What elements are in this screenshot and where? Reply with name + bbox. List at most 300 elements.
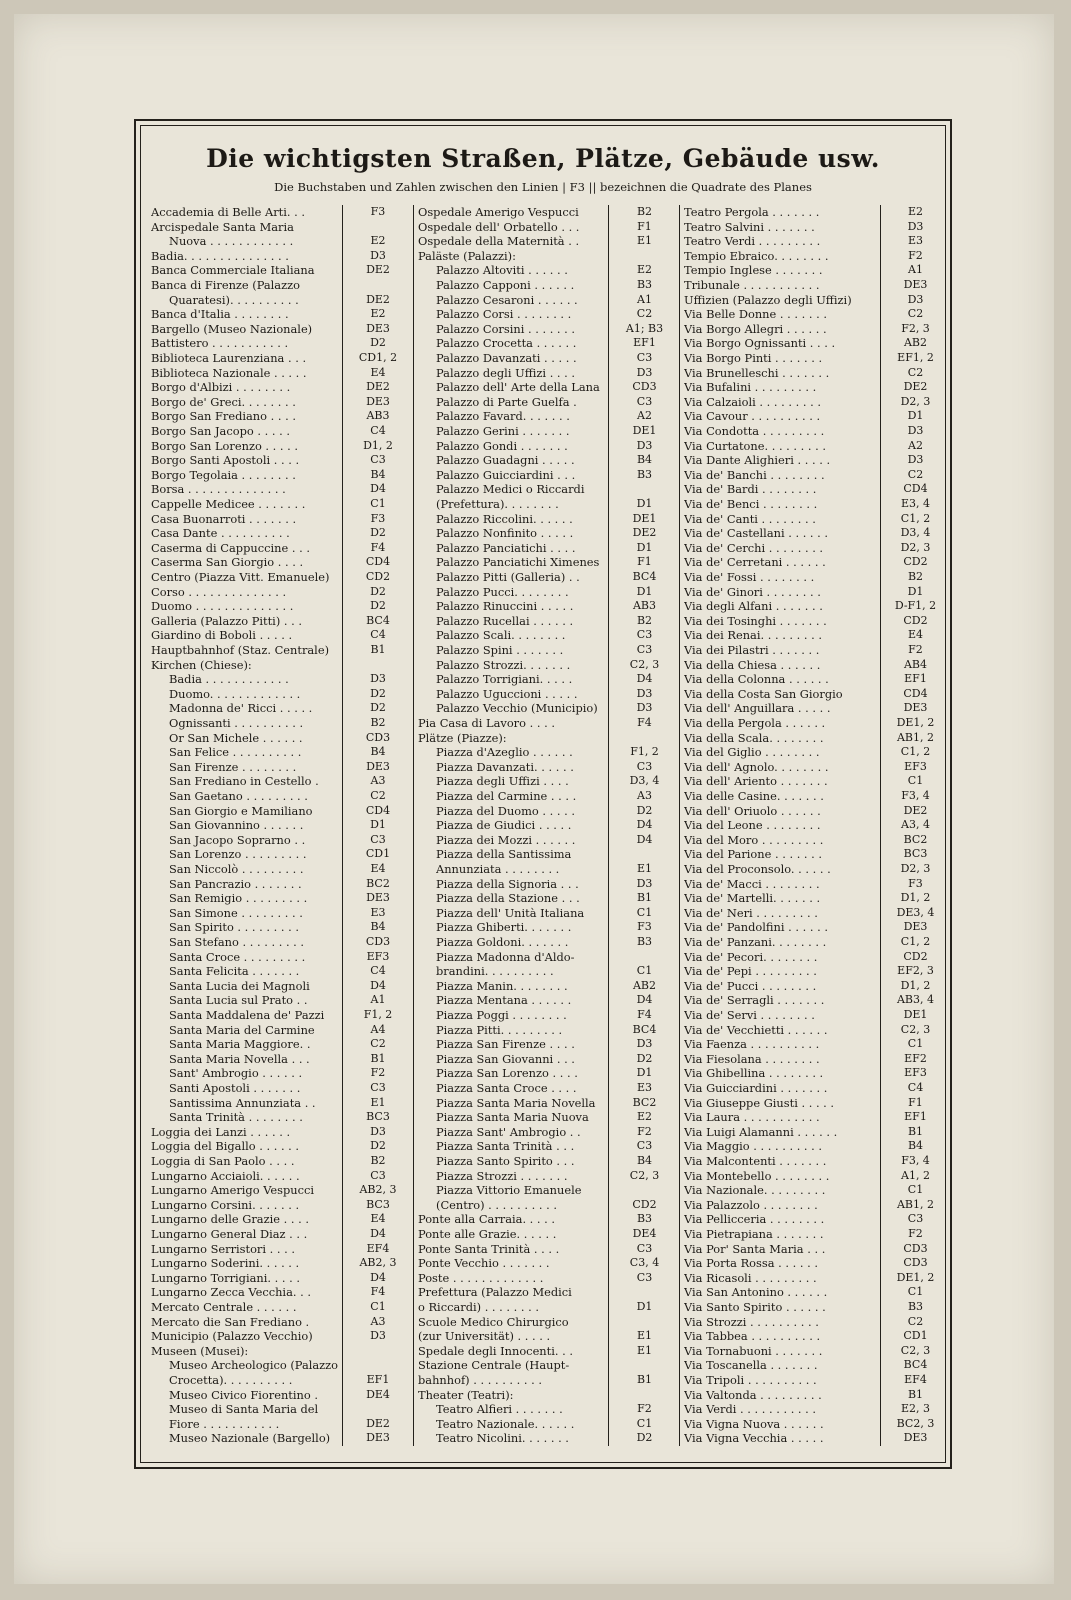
index-entry [147, 439, 413, 454]
entry-name: Museen (Musei): [151, 1343, 249, 1358]
index-entry [147, 424, 413, 439]
index-entry [147, 1402, 413, 1417]
index-entry [414, 1417, 680, 1432]
index-entry [414, 336, 680, 351]
entry-name: Duomo. . . . . . . . . . . . . [169, 686, 301, 701]
entry-name: Palazzo Medici o Riccardi [436, 482, 585, 497]
entry-grid-code: B4 [636, 1154, 653, 1167]
entry-grid-code: BC2 [903, 832, 928, 846]
index-entry [414, 979, 680, 994]
entry-name: bahnhof) . . . . . . . . . . [418, 1373, 543, 1387]
entry-grid-code: DE1 [632, 424, 657, 437]
index-entry [147, 1183, 413, 1198]
entry-grid-code: E4 [370, 862, 386, 875]
entry-name: Via dell' Ariento . . . . . . . [684, 774, 828, 789]
entry-name: San Stefano . . . . . . . . . [169, 935, 305, 949]
entry-grid-code: A1 [370, 993, 386, 1007]
entry-grid-code: D3 [907, 424, 924, 437]
entry-name: Palazzo Guadagni . . . . . [436, 453, 575, 468]
entry-name: Via San Antonino . . . . . . [684, 1285, 828, 1300]
entry-name: Piazza San Lorenzo . . . . [436, 1066, 578, 1081]
entry-name: Piazza del Carmine . . . . [436, 789, 577, 803]
index-entry [414, 585, 680, 600]
index-entry [680, 1271, 950, 1286]
index-entry [680, 439, 950, 454]
index-entry [414, 1344, 680, 1359]
entry-name: Palazzo Pitti (Galleria) . . [436, 570, 580, 584]
index-entry [414, 1212, 680, 1227]
index-entry [680, 701, 950, 716]
entry-name: Lungarno Torrigiani. . . . . [151, 1270, 300, 1285]
index-entry [680, 672, 950, 687]
entry-grid-code: E2 [907, 205, 924, 218]
entry-name: Sant' Ambrogio . . . . . . [169, 1066, 303, 1081]
entry-name: Tribunale . . . . . . . . . . . [684, 278, 820, 292]
entry-name: Piazza San Giovanni . . . [436, 1051, 575, 1066]
index-entry [147, 541, 413, 556]
index-entry [147, 1066, 413, 1081]
entry-name: San Firenze . . . . . . . . [169, 759, 297, 774]
index-entry [414, 993, 680, 1008]
entry-grid-code: D3 [636, 438, 653, 452]
index-entry [414, 1125, 680, 1140]
index-entry [414, 380, 680, 395]
entry-name: Borgo San Lorenzo . . . . . [151, 438, 299, 453]
entry-grid-code: B1 [907, 1124, 924, 1138]
index-entry [680, 993, 950, 1008]
entry-name: Via Tabbea . . . . . . . . . . [684, 1329, 821, 1344]
entry-name: Via della Scala. . . . . . . . [684, 730, 824, 745]
entry-name: Hauptbahnhof (Staz. Centrale) [151, 643, 330, 657]
entry-name: Piazza della Stazione . . . [436, 891, 580, 906]
entry-name: Piazza Mentana . . . . . . [436, 993, 572, 1008]
entry-name: Teatro Salvini . . . . . . . [684, 219, 815, 234]
entry-name: Via de' Serragli . . . . . . . [684, 993, 825, 1008]
index-entry [680, 263, 950, 278]
index-entry [680, 1037, 950, 1052]
entry-grid-code: CD4 [903, 482, 928, 496]
index-entry [147, 307, 413, 322]
entry-name: Via Dante Alighieri . . . . . [684, 453, 831, 468]
entry-grid-code: D4 [370, 1270, 386, 1284]
entry-grid-code: B3 [636, 467, 653, 481]
entry-name: Via Nazionale. . . . . . . . . [684, 1183, 826, 1198]
index-entry [147, 628, 413, 643]
entry-grid-code: E3 [636, 1081, 653, 1094]
entry-grid-code: CD2 [632, 1197, 657, 1211]
entry-name: Museo Nazionale (Bargello) [169, 1431, 331, 1446]
entry-name: Pia Casa di Lavoro . . . . [418, 716, 555, 730]
entry-grid-code: C2 [370, 1037, 386, 1051]
index-entry [414, 1256, 680, 1271]
entry-name: Teatro Verdi . . . . . . . . . [684, 234, 821, 249]
index-entry [680, 205, 950, 220]
index-entry [680, 1110, 950, 1125]
index-entry [414, 234, 680, 249]
entry-name: Piazza della Santissima [436, 847, 572, 862]
index-entry [414, 1139, 680, 1154]
entry-name: Palazzo Nonfinito . . . . . [436, 526, 574, 541]
entry-name: Paläste (Palazzi): [418, 248, 516, 263]
entry-grid-code: D1 [636, 540, 653, 554]
index-entry [414, 555, 680, 570]
index-entry [414, 774, 680, 789]
index-column-1 [147, 205, 413, 1446]
entry-name: San Remigio . . . . . . . . . [169, 891, 308, 906]
entry-name: Prefettura (Palazzo Medici [418, 1285, 572, 1300]
entry-grid-code: C3 [370, 1081, 386, 1094]
entry-name: Ponte alla Carraia. . . . . [418, 1212, 556, 1227]
entry-grid-code: D4 [370, 1227, 386, 1240]
entry-grid-code: D2 [370, 584, 386, 598]
entry-name: Lungarno delle Grazie . . . . [151, 1212, 309, 1227]
index-entry [147, 1125, 413, 1140]
index-entry [414, 395, 680, 410]
index-entry [680, 906, 950, 921]
entry-grid-code: D3 [636, 1037, 653, 1051]
index-entry [414, 205, 680, 220]
entry-grid-code: C3 [636, 643, 653, 656]
entry-name: San Gaetano . . . . . . . . . [169, 789, 308, 803]
index-entry [414, 614, 680, 629]
entry-name: Piazza dell' Unità Italiana [436, 905, 585, 920]
entry-grid-code: DE1, 2 [896, 716, 935, 729]
index-column-3 [679, 205, 950, 1446]
index-entry [414, 293, 680, 308]
entry-grid-code: D4 [370, 482, 386, 496]
entry-name: Ospedale dell' Orbatello . . . [418, 219, 580, 234]
entry-grid-code: F3, 4 [901, 1154, 930, 1167]
entry-name: Via Borgo Ognissanti . . . . [684, 336, 836, 351]
entry-grid-code: CD3 [632, 380, 657, 394]
index-entry [147, 993, 413, 1008]
index-entry [414, 760, 680, 775]
index-entry [147, 1037, 413, 1052]
index-entry [414, 1198, 680, 1213]
index-entry [414, 1431, 680, 1446]
index-entry [414, 701, 680, 716]
index-entry [414, 906, 680, 921]
entry-name: Via Ricasoli . . . . . . . . . [684, 1270, 817, 1285]
entry-name: Via de' Fossi . . . . . . . . [684, 570, 815, 584]
index-entry [414, 731, 680, 746]
index-entry [414, 687, 680, 702]
entry-name: Via Faenza . . . . . . . . . . [684, 1037, 820, 1052]
index-entry [147, 1052, 413, 1067]
entry-name: Loggia del Bigallo . . . . . . [151, 1139, 300, 1154]
entry-name: Via Maggio . . . . . . . . . . [684, 1139, 823, 1154]
index-entry [680, 1300, 950, 1315]
entry-grid-code: A1, 2 [901, 1168, 930, 1182]
index-entry [147, 1154, 413, 1169]
entry-grid-code: B3 [636, 278, 653, 291]
entry-grid-code: BC3 [366, 1110, 390, 1124]
index-entry [414, 526, 680, 541]
entry-name: Teatro Nicolini. . . . . . . [436, 1431, 569, 1446]
entry-name: Piazza Ghiberti. . . . . . . [436, 920, 572, 935]
index-entry [147, 950, 413, 965]
index-entry [680, 731, 950, 746]
entry-name: Piazza Goldoni. . . . . . . [436, 935, 569, 949]
entry-name: Palazzo dell' Arte della Lana [436, 380, 600, 395]
entry-name: Borgo Santi Apostoli . . . . [151, 453, 300, 468]
index-entry [147, 1096, 413, 1111]
index-columns [147, 205, 939, 1446]
entry-grid-code: A3 [370, 774, 386, 788]
entry-grid-code: BC2 [632, 1095, 657, 1109]
entry-grid-code: E2 [636, 1110, 653, 1124]
index-entry [680, 307, 950, 322]
entry-grid-code: DE3 [903, 278, 928, 291]
entry-name: Corso . . . . . . . . . . . . . . [151, 584, 287, 599]
entry-grid-code: B4 [370, 745, 386, 759]
entry-name: Palazzo Vecchio (Municipio) [436, 701, 598, 716]
index-entry [680, 1344, 950, 1359]
entry-name: Lungarno Amerigo Vespucci [151, 1183, 314, 1198]
entry-grid-code: F2 [908, 643, 923, 656]
index-entry [414, 716, 680, 731]
index-entry [147, 1212, 413, 1227]
index-entry [147, 336, 413, 351]
entry-name: Santa Maddalena de' Pazzi [169, 1008, 325, 1022]
index-entry [680, 658, 950, 673]
index-entry [680, 220, 950, 235]
index-entry [147, 979, 413, 994]
index-entry [680, 1139, 950, 1154]
entry-name: Palazzo Favard. . . . . . . [436, 409, 570, 424]
entry-grid-code: B1 [907, 1387, 924, 1401]
index-entry [414, 950, 680, 965]
entry-name: Piazza Pitti. . . . . . . . . [436, 1022, 563, 1037]
entry-name: Piazza Santa Maria Novella [436, 1095, 596, 1110]
entry-name: Palazzo Capponi . . . . . . [436, 278, 575, 292]
index-entry [147, 512, 413, 527]
index-entry [680, 512, 950, 527]
entry-grid-code: B2 [636, 205, 653, 218]
entry-grid-code: D2, 3 [900, 862, 931, 875]
entry-grid-code: E2 [370, 307, 386, 321]
entry-name: Via Luigi Alamanni . . . . . . [684, 1124, 838, 1139]
entry-name: Piazza Strozzi . . . . . . . [436, 1168, 568, 1183]
entry-name: Palazzo Cesaroni . . . . . . [436, 292, 578, 307]
entry-name: Loggia di San Paolo . . . . [151, 1154, 295, 1168]
entry-grid-code: F4 [637, 716, 652, 729]
entry-grid-code: D4 [636, 832, 653, 846]
entry-name: Via degli Alfani . . . . . . . [684, 599, 823, 614]
entry-name: Via del Proconsolo. . . . . . [684, 862, 831, 876]
entry-grid-code: C1 [636, 1416, 653, 1430]
entry-name: Theater (Teatri): [418, 1387, 514, 1402]
entry-name: Kirchen (Chiese): [151, 657, 252, 672]
index-entry [680, 1402, 950, 1417]
index-entry [680, 818, 950, 833]
index-entry [680, 1431, 950, 1446]
index-entry [414, 1329, 680, 1344]
entry-grid-code: D1, 2 [363, 438, 393, 452]
index-entry [147, 1329, 413, 1344]
entry-name: (zur Universität) . . . . . [418, 1329, 551, 1344]
entry-name: Piazza Madonna d'Aldo- [436, 949, 575, 964]
entry-name: Via Palazzolo . . . . . . . . [684, 1197, 818, 1212]
index-entry [147, 263, 413, 278]
entry-grid-code: DE3 [366, 891, 390, 905]
index-entry [147, 1242, 413, 1257]
index-entry [147, 293, 413, 308]
entry-name: Tempio Inglese . . . . . . . [684, 263, 823, 278]
page-subtitle: Die Buchstaben und Zahlen zwischen den Linien | F3 || bezeichnen die Quadrate des Planes [274, 180, 812, 194]
entry-grid-code: CD1, 2 [358, 351, 398, 364]
entry-name: Via della Pergola . . . . . . [684, 716, 826, 730]
entry-grid-code: DE2 [366, 1416, 390, 1430]
index-entry [147, 249, 413, 264]
entry-name: Via de' Cerchi . . . . . . . . [684, 540, 824, 555]
index-entry [147, 1373, 413, 1388]
entry-name: Via Malcontenti . . . . . . . [684, 1154, 827, 1168]
entry-grid-code: CD2 [365, 570, 391, 583]
index-entry [414, 1154, 680, 1169]
entry-grid-code: D2 [636, 1431, 653, 1445]
entry-name: Santa Maria Maggiore. . [169, 1037, 311, 1052]
index-entry [414, 1402, 680, 1417]
entry-name: Palazzo Rucellai . . . . . . [436, 613, 574, 628]
index-entry [414, 1169, 680, 1184]
entry-grid-code: B1 [636, 891, 653, 905]
index-entry [147, 366, 413, 381]
entry-name: Battistero . . . . . . . . . . . [151, 336, 289, 351]
index-entry [414, 1300, 680, 1315]
entry-name: Museo Civico Fiorentino . [169, 1387, 318, 1402]
entry-name: Palazzo Crocetta . . . . . . [436, 336, 577, 351]
entry-name: Caserma San Giorgio . . . . [151, 555, 304, 570]
entry-grid-code: C2 [907, 307, 924, 321]
index-entry [414, 263, 680, 278]
entry-name: Via Santo Spirito . . . . . . [684, 1300, 826, 1314]
entry-grid-code: CD4 [365, 555, 391, 569]
entry-grid-code: CD1 [365, 847, 391, 861]
entry-name: Via Valtonda . . . . . . . . . [684, 1387, 822, 1402]
entry-name: Spedale degli Innocenti. . . [418, 1343, 573, 1358]
entry-grid-code: BC4 [366, 613, 390, 627]
entry-grid-code: F3 [908, 876, 923, 890]
index-entry [680, 424, 950, 439]
entry-name: Via de' Neri . . . . . . . . . [684, 905, 818, 920]
entry-name: Palazzo Panciatichi . . . . [436, 540, 576, 555]
entry-grid-code: B4 [907, 1139, 924, 1153]
entry-name: San Felice . . . . . . . . . . [169, 745, 302, 760]
index-entry [414, 964, 680, 979]
entry-name: Via Calzaioli . . . . . . . . . [684, 394, 821, 409]
entry-name: Teatro Nazionale. . . . . . [436, 1416, 575, 1431]
entry-grid-code: CD3 [365, 935, 391, 948]
entry-name: Via de' Cerretani . . . . . . [684, 555, 826, 570]
entry-grid-code: D4 [636, 993, 653, 1007]
index-entry [414, 935, 680, 950]
entry-name: Via del Giglio . . . . . . . . [684, 745, 820, 760]
entry-grid-code: AB3 [366, 409, 390, 423]
entry-name: Biblioteca Laurenziana . . . [151, 351, 307, 365]
index-entry [680, 1066, 950, 1081]
index-entry [414, 351, 680, 366]
entry-name: San Jacopo Soprarno . . [169, 832, 306, 847]
index-entry [414, 482, 680, 497]
index-entry [680, 1242, 950, 1257]
entry-grid-code: C1 [907, 774, 924, 788]
entry-grid-code: AB4 [903, 657, 928, 671]
entry-name: o Riccardi) . . . . . . . . [418, 1300, 540, 1314]
index-entry [414, 789, 680, 804]
entry-grid-code: BC4 [903, 1358, 928, 1372]
entry-name: Via della Costa San Giorgio [684, 686, 843, 701]
index-entry [680, 1169, 950, 1184]
entry-name: Uffizien (Palazzo degli Uffizi) [684, 292, 852, 307]
index-entry [414, 1081, 680, 1096]
index-entry [414, 307, 680, 322]
entry-name: Via Toscanella . . . . . . . [684, 1358, 818, 1373]
index-entry [147, 774, 413, 789]
index-entry [147, 482, 413, 497]
index-entry [680, 293, 950, 308]
entry-grid-code: B3 [636, 1212, 653, 1226]
entry-name: Palazzo Gerini . . . . . . . [436, 424, 570, 438]
entry-name: Piazza dei Mozzi . . . . . . [436, 832, 576, 847]
entry-name: Ponte Vecchio . . . . . . . [418, 1256, 550, 1271]
index-entry [680, 1315, 950, 1330]
entry-grid-code: C1, 2 [900, 511, 931, 525]
entry-name: Quaratesi). . . . . . . . . . [169, 292, 299, 307]
index-entry [147, 1169, 413, 1184]
index-entry [680, 1096, 950, 1111]
entry-grid-code: A4 [370, 1022, 386, 1036]
entry-grid-code: BC4 [632, 570, 657, 583]
entry-name: Via dell' Anguillara . . . . . [684, 701, 831, 716]
entry-name: Via Strozzi . . . . . . . . . . [684, 1314, 819, 1329]
entry-grid-code: DE1, 2 [896, 1270, 935, 1284]
index-entry [147, 1358, 413, 1373]
entry-grid-code: C3 [636, 1270, 653, 1284]
index-entry [414, 541, 680, 556]
entry-grid-code: C3 [636, 759, 653, 773]
entry-grid-code: C3, 4 [629, 1256, 660, 1270]
entry-grid-code: DE4 [366, 1387, 390, 1401]
entry-name: Palazzo Altoviti . . . . . . [436, 263, 568, 278]
index-entry [680, 1388, 950, 1403]
index-entry [680, 877, 950, 892]
entry-name: Centro (Piazza Vitt. Emanuele) [151, 570, 330, 584]
index-entry [680, 599, 950, 614]
entry-grid-code: D3 [636, 686, 653, 700]
entry-grid-code: E2 [370, 234, 386, 248]
entry-grid-code: E4 [370, 1212, 386, 1226]
index-entry [147, 1110, 413, 1125]
entry-name: Accademia di Belle Arti. . . [151, 205, 305, 219]
entry-name: Santa Lucia dei Magnoli [169, 978, 310, 993]
entry-grid-code: AB3, 4 [896, 993, 935, 1007]
entry-name: Borgo San Jacopo . . . . . [151, 424, 290, 438]
entry-grid-code: E3 [907, 234, 924, 248]
entry-name: Via Pietrapiana . . . . . . . [684, 1227, 824, 1241]
page [14, 14, 1054, 1584]
entry-name: Piazza Santo Spirito . . . [436, 1154, 575, 1168]
entry-name: San Frediano in Cestello . [169, 774, 319, 789]
index-entry [147, 555, 413, 570]
entry-grid-code: A1 [637, 292, 652, 306]
entry-name: Via Montebello . . . . . . . . [684, 1168, 830, 1183]
entry-grid-code: EF4 [904, 1373, 927, 1386]
index-entry [147, 818, 413, 833]
index-entry [680, 482, 950, 497]
index-entry [147, 599, 413, 614]
entry-name: Loggia dei Lanzi . . . . . . [151, 1124, 291, 1139]
